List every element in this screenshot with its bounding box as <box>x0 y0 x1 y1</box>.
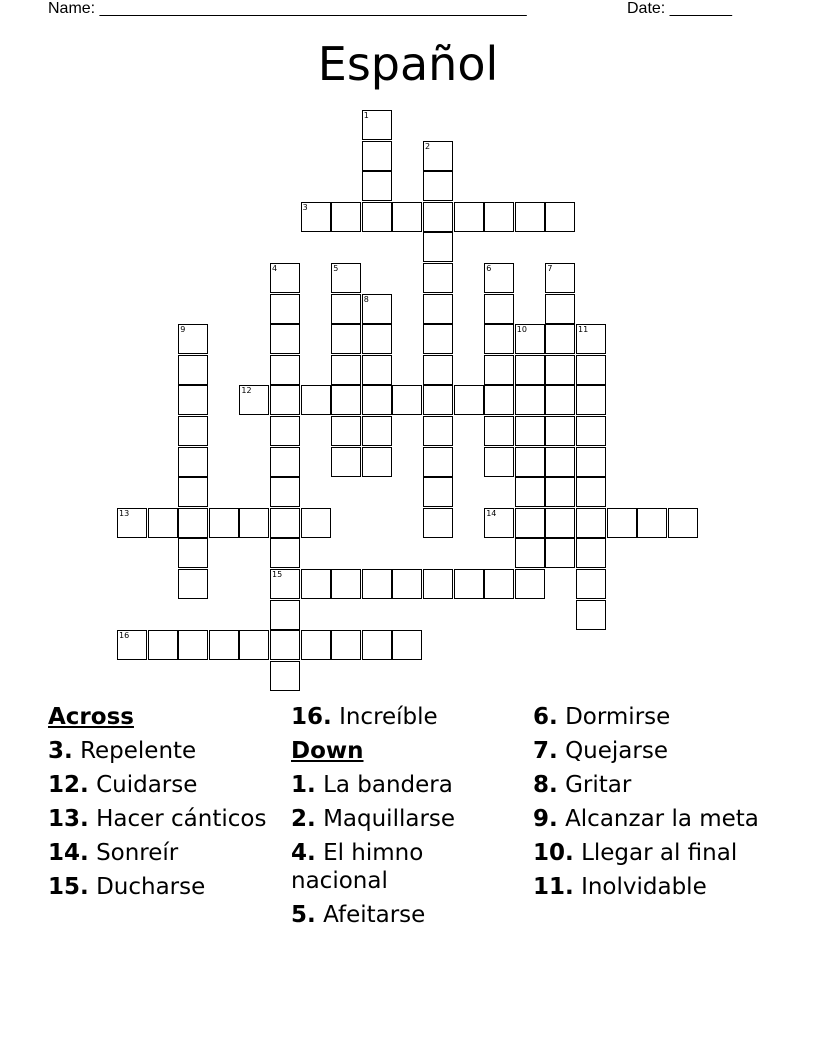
crossword-cell[interactable] <box>484 294 514 324</box>
crossword-cell[interactable] <box>484 355 514 385</box>
clue-across-13 <box>48 805 283 833</box>
clue-down-1 <box>291 771 526 799</box>
crossword-cell[interactable] <box>270 385 300 415</box>
crossword-cell[interactable] <box>576 447 606 477</box>
clue-number-label: 13 <box>119 508 130 518</box>
crossword-cell[interactable] <box>362 447 392 477</box>
clue-number-label: 2 <box>425 141 431 151</box>
crossword-cell[interactable] <box>484 385 514 415</box>
clue-number: 4. <box>291 840 316 866</box>
crossword-cell[interactable] <box>423 355 453 385</box>
crossword-cell[interactable] <box>515 538 545 568</box>
crossword-cell[interactable] <box>576 355 606 385</box>
clue-text: La bandera <box>323 772 453 798</box>
crossword-cell[interactable] <box>331 324 361 354</box>
crossword-cell[interactable] <box>545 355 575 385</box>
crossword-cell[interactable] <box>515 385 545 415</box>
crossword-cell[interactable] <box>301 202 331 232</box>
clue-number: 2. <box>291 806 316 832</box>
crossword-cell[interactable] <box>178 508 208 538</box>
crossword-cell[interactable] <box>576 324 606 354</box>
crossword-cell[interactable] <box>148 508 178 538</box>
crossword-cell[interactable] <box>545 385 575 415</box>
clue-number: 1. <box>291 772 316 798</box>
crossword-cell[interactable] <box>270 294 300 324</box>
crossword-cell[interactable] <box>576 508 606 538</box>
clue-text: Maquillarse <box>323 806 456 832</box>
date-field-label: Date: _______ <box>627 0 732 17</box>
crossword-cell[interactable] <box>209 508 239 538</box>
crossword-cell[interactable] <box>423 232 453 262</box>
clue-number-label: 1 <box>363 111 369 120</box>
crossword-cell[interactable] <box>362 171 392 201</box>
clue-text: Increíble <box>339 704 438 730</box>
clue-text: Llegar al final <box>581 840 738 866</box>
crossword-cell[interactable] <box>545 538 575 568</box>
crossword-cell[interactable] <box>362 324 392 354</box>
clue-number-label: 15 <box>272 570 283 579</box>
crossword-cell[interactable] <box>454 385 484 415</box>
down-heading: Down <box>291 738 364 764</box>
clue-column-3 <box>533 703 768 907</box>
crossword-cell[interactable] <box>515 324 545 354</box>
crossword-cell[interactable] <box>423 477 453 507</box>
crossword-cell[interactable] <box>301 569 331 599</box>
crossword-cell[interactable] <box>270 416 300 446</box>
clue-number: 9. <box>533 806 558 832</box>
clue-number-label: 16 <box>119 631 130 641</box>
crossword-cell[interactable] <box>545 324 575 354</box>
clue-across-3 <box>48 737 283 765</box>
clue-number-label: 14 <box>486 508 497 518</box>
crossword-cell[interactable] <box>484 324 514 354</box>
clue-number: 15. <box>48 874 89 900</box>
crossword-cell[interactable] <box>515 355 545 385</box>
crossword-cell[interactable] <box>178 447 208 477</box>
crossword-cell[interactable] <box>331 447 361 477</box>
clue-across-15 <box>48 873 283 901</box>
crossword-cell[interactable] <box>331 416 361 446</box>
crossword-cell[interactable] <box>362 569 392 599</box>
crossword-cell[interactable] <box>331 294 361 324</box>
clue-text: Cuidarse <box>96 772 198 798</box>
crossword-cell[interactable] <box>270 477 300 507</box>
crossword-cell[interactable] <box>423 508 453 538</box>
crossword-cell[interactable] <box>148 630 178 660</box>
crossword-cell[interactable] <box>239 508 269 538</box>
crossword-cell[interactable] <box>178 324 208 354</box>
name-field-label: Name: ________________________________________________ <box>48 0 527 17</box>
crossword-cell[interactable] <box>362 294 392 324</box>
crossword-cell[interactable] <box>270 324 300 354</box>
crossword-cell[interactable] <box>515 416 545 446</box>
clue-text: Gritar <box>565 772 632 798</box>
crossword-cell[interactable] <box>239 385 269 415</box>
crossword-cell[interactable] <box>576 600 606 630</box>
clue-number: 5. <box>291 902 316 928</box>
crossword-cell[interactable] <box>270 355 300 385</box>
crossword-cell[interactable] <box>423 294 453 324</box>
crossword-cell[interactable] <box>362 202 392 232</box>
crossword-cell[interactable] <box>545 508 575 538</box>
crossword-cell[interactable] <box>331 263 361 293</box>
clue-text: Quejarse <box>565 738 668 764</box>
clue-down-8 <box>533 771 768 799</box>
crossword-cell[interactable] <box>607 508 637 538</box>
crossword-cell[interactable] <box>362 110 392 140</box>
crossword-cell[interactable] <box>270 600 300 630</box>
crossword-cell[interactable] <box>515 202 545 232</box>
clue-text: Ducharse <box>96 874 206 900</box>
clue-down-4 <box>291 839 526 895</box>
clue-text: Repelente <box>80 738 197 764</box>
clue-across-16 <box>291 703 526 731</box>
crossword-cell[interactable] <box>392 630 422 660</box>
clue-text: Afeitarse <box>323 902 426 928</box>
crossword-cell[interactable] <box>178 569 208 599</box>
crossword-cell[interactable] <box>362 630 392 660</box>
crossword-cell[interactable] <box>484 416 514 446</box>
crossword-cell[interactable] <box>423 324 453 354</box>
crossword-cell[interactable] <box>270 661 300 691</box>
crossword-cell[interactable] <box>392 385 422 415</box>
clue-number: 12. <box>48 772 89 798</box>
crossword-cell[interactable] <box>362 141 392 171</box>
clue-number: 14. <box>48 840 89 866</box>
crossword-cell[interactable] <box>423 263 453 293</box>
crossword-cell[interactable] <box>301 630 331 660</box>
clue-number: 6. <box>533 704 558 730</box>
clue-number-label: 7 <box>547 264 553 273</box>
crossword-cell[interactable] <box>576 538 606 568</box>
clue-number: 11. <box>533 874 574 900</box>
crossword-cell[interactable] <box>484 508 514 538</box>
clue-text: Inolvidable <box>581 874 707 900</box>
clue-number: 8. <box>533 772 558 798</box>
crossword-cell[interactable] <box>454 202 484 232</box>
clue-number-label: 12 <box>241 386 252 396</box>
clue-across-14 <box>48 839 283 867</box>
clue-number-label: 9 <box>180 325 186 335</box>
crossword-cell[interactable] <box>301 508 331 538</box>
crossword-cell[interactable] <box>545 447 575 477</box>
clue-number-label: 6 <box>486 264 492 273</box>
crossword-cell[interactable] <box>362 385 392 415</box>
crossword-cell[interactable] <box>545 294 575 324</box>
clue-down-11 <box>533 873 768 901</box>
crossword-cell[interactable] <box>331 569 361 599</box>
clue-number-label: 4 <box>272 264 278 273</box>
crossword-cell[interactable] <box>576 569 606 599</box>
crossword-cell[interactable] <box>668 508 698 538</box>
crossword-cell[interactable] <box>576 385 606 415</box>
clue-down-5 <box>291 901 526 929</box>
clue-down-6 <box>533 703 768 731</box>
clue-number: 7. <box>533 738 558 764</box>
crossword-cell[interactable] <box>178 630 208 660</box>
clue-down-9 <box>533 805 768 833</box>
crossword-cell[interactable] <box>423 141 453 171</box>
crossword-cell[interactable] <box>270 263 300 293</box>
crossword-cell[interactable] <box>209 630 239 660</box>
clue-number: 3. <box>48 738 73 764</box>
clue-column-1 <box>48 703 283 907</box>
page-title: Español <box>317 37 499 91</box>
clue-number-label: 8 <box>363 294 369 304</box>
crossword-cell[interactable] <box>117 508 147 538</box>
clue-number: 13. <box>48 806 89 832</box>
clue-text: Alcanzar la meta <box>565 806 759 832</box>
crossword-cell[interactable] <box>545 202 575 232</box>
crossword-cell[interactable] <box>178 385 208 415</box>
clue-text: Sonreír <box>96 840 179 866</box>
crossword-cell[interactable] <box>178 538 208 568</box>
crossword-cell[interactable] <box>545 263 575 293</box>
crossword-cell[interactable] <box>178 416 208 446</box>
clue-text: Dormirse <box>565 704 671 730</box>
crossword-cell[interactable] <box>270 538 300 568</box>
clue-text: Hacer cánticos <box>96 806 267 832</box>
clue-number-label: 10 <box>516 325 527 335</box>
crossword-cell[interactable] <box>484 447 514 477</box>
clue-number-label: 3 <box>302 202 308 212</box>
crossword-cell[interactable] <box>362 355 392 385</box>
crossword-cell[interactable] <box>515 508 545 538</box>
crossword-cell[interactable] <box>178 355 208 385</box>
crossword-cell[interactable] <box>392 569 422 599</box>
crossword-cell[interactable] <box>576 416 606 446</box>
crossword-cell[interactable] <box>178 477 208 507</box>
clue-text: El himno nacional <box>291 840 424 894</box>
crossword-cell[interactable] <box>454 569 484 599</box>
crossword-cell[interactable] <box>576 477 606 507</box>
crossword-cell[interactable] <box>331 385 361 415</box>
crossword-cell[interactable] <box>331 355 361 385</box>
crossword-cell[interactable] <box>239 630 269 660</box>
crossword-cell[interactable] <box>515 569 545 599</box>
across-heading: Across <box>48 704 134 730</box>
crossword-cell[interactable] <box>423 385 453 415</box>
clue-number: 16. <box>291 704 332 730</box>
crossword-cell[interactable] <box>270 630 300 660</box>
clue-number-label: 5 <box>333 264 339 273</box>
crossword-cell[interactable] <box>484 202 514 232</box>
crossword-cell[interactable] <box>515 447 545 477</box>
crossword-cell[interactable] <box>423 447 453 477</box>
clue-number-label: 11 <box>578 325 589 335</box>
crossword-cell[interactable] <box>301 385 331 415</box>
crossword-cell[interactable] <box>515 477 545 507</box>
crossword-cell[interactable] <box>331 630 361 660</box>
clue-down-7 <box>533 737 768 765</box>
crossword-cell[interactable] <box>270 447 300 477</box>
crossword-cell[interactable] <box>392 202 422 232</box>
clue-down-2 <box>291 805 526 833</box>
clue-down-10 <box>533 839 768 867</box>
clue-column-2 <box>291 703 526 935</box>
crossword-cell[interactable] <box>545 416 575 446</box>
clue-number: 10. <box>533 840 574 866</box>
crossword-cell[interactable] <box>484 263 514 293</box>
crossword-cell[interactable] <box>423 202 453 232</box>
crossword-cell[interactable] <box>117 630 147 660</box>
crossword-cell[interactable] <box>331 202 361 232</box>
crossword-cell[interactable] <box>545 477 575 507</box>
crossword-cell[interactable] <box>270 569 300 599</box>
crossword-cell[interactable] <box>423 171 453 201</box>
crossword-cell[interactable] <box>637 508 667 538</box>
crossword-cell[interactable] <box>270 508 300 538</box>
crossword-cell[interactable] <box>423 416 453 446</box>
crossword-cell[interactable] <box>423 569 453 599</box>
clue-across-12 <box>48 771 283 799</box>
crossword-cell[interactable] <box>484 569 514 599</box>
crossword-cell[interactable] <box>362 416 392 446</box>
